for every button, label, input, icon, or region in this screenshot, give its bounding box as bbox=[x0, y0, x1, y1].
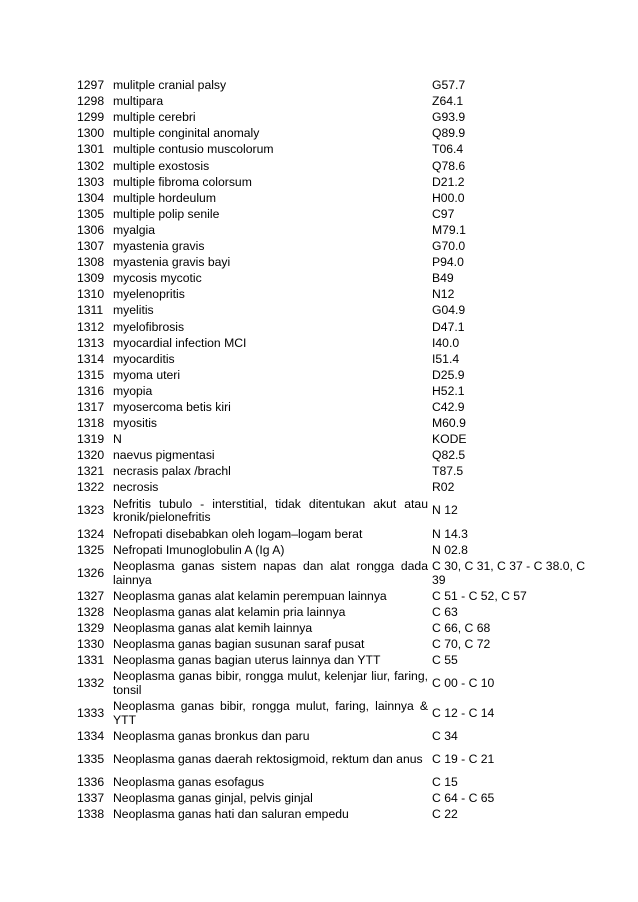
diagnosis-code: I40.0 bbox=[432, 335, 460, 350]
diagnosis-code: Z64.1 bbox=[432, 94, 464, 109]
diagnosis-name: Neoplasma ganas bibir, rongga mulut, kelenjar liur, faring, tonsil bbox=[113, 669, 428, 698]
table-row bbox=[77, 319, 587, 335]
diagnosis-code: D47.1 bbox=[432, 319, 465, 334]
diagnosis-code: C 63 bbox=[432, 604, 458, 619]
diagnosis-name: Neoplasma ganas sistem napas dan alat rongga dada lainnya bbox=[113, 558, 428, 587]
table-row bbox=[77, 384, 587, 400]
diagnosis-name: myastenia gravis bbox=[113, 239, 205, 254]
disease-code-table bbox=[77, 78, 587, 823]
diagnosis-name: myocarditis bbox=[113, 351, 175, 366]
diagnosis-code: C 66, C 68 bbox=[432, 620, 491, 635]
diagnosis-name: myopia bbox=[113, 383, 153, 398]
row-number: 1300 bbox=[77, 126, 105, 141]
diagnosis-code: N 14.3 bbox=[432, 526, 468, 541]
row-number: 1305 bbox=[77, 206, 105, 221]
diagnosis-code: C 64 - C 65 bbox=[432, 791, 495, 806]
diagnosis-code: D21.2 bbox=[432, 174, 465, 189]
diagnosis-code: G93.9 bbox=[432, 110, 466, 125]
diagnosis-name: myositis bbox=[113, 416, 158, 431]
table-row bbox=[77, 464, 587, 480]
diagnosis-code: G04.9 bbox=[432, 303, 466, 318]
diagnosis-name: Neoplasma ganas hati dan saluran empedu bbox=[113, 807, 349, 822]
diagnosis-code: G70.0 bbox=[432, 239, 466, 254]
table-row bbox=[77, 255, 587, 271]
row-number: 1324 bbox=[77, 526, 105, 541]
diagnosis-name: Neoplasma ganas bagian susunan saraf pusat bbox=[113, 637, 365, 651]
row-number: 1338 bbox=[77, 807, 105, 822]
diagnosis-name: naevus pigmentasi bbox=[113, 448, 215, 463]
row-number: 1326 bbox=[77, 565, 105, 580]
table-row bbox=[77, 807, 587, 823]
table-row bbox=[77, 110, 587, 126]
table-row bbox=[77, 223, 587, 239]
table-row bbox=[77, 637, 587, 653]
row-number: 1322 bbox=[77, 480, 105, 495]
diagnosis-code: H52.1 bbox=[432, 383, 465, 398]
table-row bbox=[77, 729, 587, 745]
table-row bbox=[77, 239, 587, 255]
diagnosis-code: C 55 bbox=[432, 653, 458, 668]
table-row bbox=[77, 605, 587, 621]
diagnosis-code: Q82.5 bbox=[432, 448, 466, 463]
diagnosis-code: N 02.8 bbox=[432, 542, 468, 557]
diagnosis-code: D25.9 bbox=[432, 367, 465, 382]
table-row bbox=[77, 559, 587, 589]
diagnosis-code: Q78.6 bbox=[432, 158, 466, 173]
table-row bbox=[77, 589, 587, 605]
diagnosis-code: Q89.9 bbox=[432, 126, 466, 141]
diagnosis-code: KODE bbox=[432, 432, 467, 447]
table-row bbox=[77, 543, 587, 559]
diagnosis-name: multiple conginital anomaly bbox=[113, 126, 260, 141]
diagnosis-code: C42.9 bbox=[432, 399, 465, 414]
row-number: 1314 bbox=[77, 351, 105, 366]
row-number: 1306 bbox=[77, 222, 105, 237]
table-row bbox=[77, 480, 587, 496]
table-row bbox=[77, 78, 587, 94]
diagnosis-name: Neoplasma ganas alat kelamin pria lainnya bbox=[113, 604, 346, 619]
row-number: 1310 bbox=[77, 287, 105, 302]
row-number: 1311 bbox=[77, 303, 104, 318]
table-row bbox=[77, 271, 587, 287]
diagnosis-name: myocardial infection MCI bbox=[113, 335, 247, 350]
diagnosis-name: multiple contusio muscolorum bbox=[113, 142, 274, 157]
table-row bbox=[77, 287, 587, 303]
diagnosis-name: myelofibrosis bbox=[113, 319, 185, 334]
table-row bbox=[77, 400, 587, 416]
diagnosis-code: C 15 bbox=[432, 775, 458, 790]
row-number: 1321 bbox=[77, 464, 105, 479]
diagnosis-name: Neoplasma ganas alat kemih lainnya bbox=[113, 620, 313, 635]
table-row bbox=[77, 94, 587, 110]
diagnosis-code: M60.9 bbox=[432, 416, 466, 431]
diagnosis-code: B49 bbox=[432, 271, 454, 286]
diagnosis-name: Neoplasma ganas esofagus bbox=[113, 775, 265, 790]
row-number: 1302 bbox=[77, 158, 105, 173]
row-number: 1332 bbox=[77, 676, 105, 691]
diagnosis-name: necrosis bbox=[113, 480, 159, 495]
row-number: 1313 bbox=[77, 335, 105, 350]
diagnosis-name: Nefropati disebabkan oleh logam–logam berat bbox=[113, 526, 363, 541]
diagnosis-code: C 22 bbox=[432, 807, 458, 822]
diagnosis-name: multiple polip senile bbox=[113, 206, 220, 221]
table-row bbox=[77, 745, 587, 775]
diagnosis-code: C 70, C 72 bbox=[432, 637, 491, 651]
table-row bbox=[77, 158, 587, 174]
diagnosis-name: Neoplasma ganas bagian uterus lainnya dan YTT bbox=[113, 653, 381, 668]
row-number: 1325 bbox=[77, 542, 105, 557]
diagnosis-name: myosercoma betis kiri bbox=[113, 399, 231, 414]
diagnosis-code: C 34 bbox=[432, 729, 458, 744]
diagnosis-name: Neoplasma ganas daerah rektosigmoid, rektum dan anus bbox=[113, 752, 423, 767]
diagnosis-code: I51.4 bbox=[432, 351, 460, 366]
row-number: 1329 bbox=[77, 620, 105, 635]
table-row bbox=[77, 496, 587, 526]
table-row bbox=[77, 669, 587, 699]
row-number: 1309 bbox=[77, 271, 105, 286]
diagnosis-name: myoma uteri bbox=[113, 367, 181, 382]
diagnosis-code: T87.5 bbox=[432, 464, 464, 479]
table-row bbox=[77, 699, 587, 729]
table-row bbox=[77, 368, 587, 384]
diagnosis-name: N bbox=[113, 432, 122, 447]
diagnosis-code: M79.1 bbox=[432, 222, 466, 237]
diagnosis-code: H00.0 bbox=[432, 190, 465, 205]
diagnosis-code: C 12 - C 14 bbox=[432, 706, 495, 721]
diagnosis-name: Neoplasma ganas bibir, rongga mulut, faring, lainnya & YTT bbox=[113, 699, 428, 728]
table-row bbox=[77, 432, 587, 448]
row-number: 1319 bbox=[77, 432, 105, 447]
table-row bbox=[77, 142, 587, 158]
table-row bbox=[77, 526, 587, 542]
row-number: 1301 bbox=[77, 142, 105, 157]
table-row bbox=[77, 416, 587, 432]
diagnosis-code: C 51 - C 52, C 57 bbox=[432, 588, 527, 603]
row-number: 1316 bbox=[77, 383, 105, 398]
diagnosis-name: myastenia gravis bayi bbox=[113, 255, 231, 270]
row-number: 1312 bbox=[77, 319, 105, 334]
diagnosis-name: multipara bbox=[113, 94, 164, 109]
row-number: 1337 bbox=[77, 791, 105, 806]
row-number: 1327 bbox=[77, 588, 105, 603]
row-number: 1307 bbox=[77, 239, 105, 254]
diagnosis-name: Nefritis tubulo - interstitial, tidak ditentukan akut atau kronik/pielonefritis bbox=[113, 496, 428, 525]
row-number: 1299 bbox=[77, 110, 105, 125]
diagnosis-name: myalgia bbox=[113, 222, 155, 237]
diagnosis-name: myelenopritis bbox=[113, 287, 185, 302]
table-row bbox=[77, 352, 587, 368]
table-row bbox=[77, 126, 587, 142]
diagnosis-code: T06.4 bbox=[432, 142, 464, 157]
table-row bbox=[77, 653, 587, 669]
row-number: 1317 bbox=[77, 399, 105, 414]
row-number: 1334 bbox=[77, 729, 105, 744]
diagnosis-name: necrasis palax /brachl bbox=[113, 464, 231, 479]
table-row bbox=[77, 448, 587, 464]
table-row bbox=[77, 175, 587, 191]
row-number: 1335 bbox=[77, 752, 105, 767]
table-row bbox=[77, 207, 587, 223]
row-number: 1333 bbox=[77, 706, 105, 721]
table-row bbox=[77, 775, 587, 791]
diagnosis-name: Neoplasma ganas alat kelamin perempuan lainnya bbox=[113, 588, 387, 603]
diagnosis-name: multiple hordeulum bbox=[113, 190, 216, 205]
table-row bbox=[77, 621, 587, 637]
table-row bbox=[77, 336, 587, 352]
row-number: 1303 bbox=[77, 174, 105, 189]
row-number: 1298 bbox=[77, 94, 105, 109]
diagnosis-name: mulitple cranial palsy bbox=[113, 78, 227, 93]
diagnosis-name: Neoplasma ganas ginjal, pelvis ginjal bbox=[113, 791, 313, 806]
row-number: 1331 bbox=[77, 653, 105, 668]
row-number: 1328 bbox=[77, 604, 105, 619]
diagnosis-name: Neoplasma ganas bronkus dan paru bbox=[113, 729, 310, 744]
diagnosis-code: C 00 - C 10 bbox=[432, 676, 495, 691]
diagnosis-code: R02 bbox=[432, 480, 455, 495]
row-number: 1323 bbox=[77, 503, 105, 518]
diagnosis-code: G57.7 bbox=[432, 78, 466, 93]
diagnosis-name: multiple fibroma colorsum bbox=[113, 174, 252, 189]
diagnosis-code: N 12 bbox=[432, 503, 458, 518]
row-number: 1318 bbox=[77, 416, 105, 431]
table-row bbox=[77, 303, 587, 319]
table-row bbox=[77, 191, 587, 207]
row-number: 1330 bbox=[77, 637, 105, 651]
row-number: 1304 bbox=[77, 190, 105, 205]
table-row bbox=[77, 791, 587, 807]
row-number: 1297 bbox=[77, 78, 105, 93]
row-number: 1320 bbox=[77, 448, 105, 463]
row-number: 1336 bbox=[77, 775, 105, 790]
row-number: 1315 bbox=[77, 367, 105, 382]
diagnosis-code: C 19 - C 21 bbox=[432, 752, 495, 767]
row-number: 1308 bbox=[77, 255, 105, 270]
diagnosis-code: N12 bbox=[432, 287, 455, 302]
diagnosis-name: multiple cerebri bbox=[113, 110, 196, 125]
diagnosis-code: C97 bbox=[432, 206, 455, 221]
diagnosis-code: P94.0 bbox=[432, 255, 464, 270]
diagnosis-name: Nefropati Imunoglobulin A (Ig A) bbox=[113, 542, 285, 557]
diagnosis-name: myelitis bbox=[113, 303, 154, 318]
diagnosis-code: C 30, C 31, C 37 - C 38.0, C 39 bbox=[432, 558, 586, 587]
diagnosis-name: mycosis mycotic bbox=[113, 271, 202, 286]
diagnosis-name: multiple exostosis bbox=[113, 158, 210, 173]
